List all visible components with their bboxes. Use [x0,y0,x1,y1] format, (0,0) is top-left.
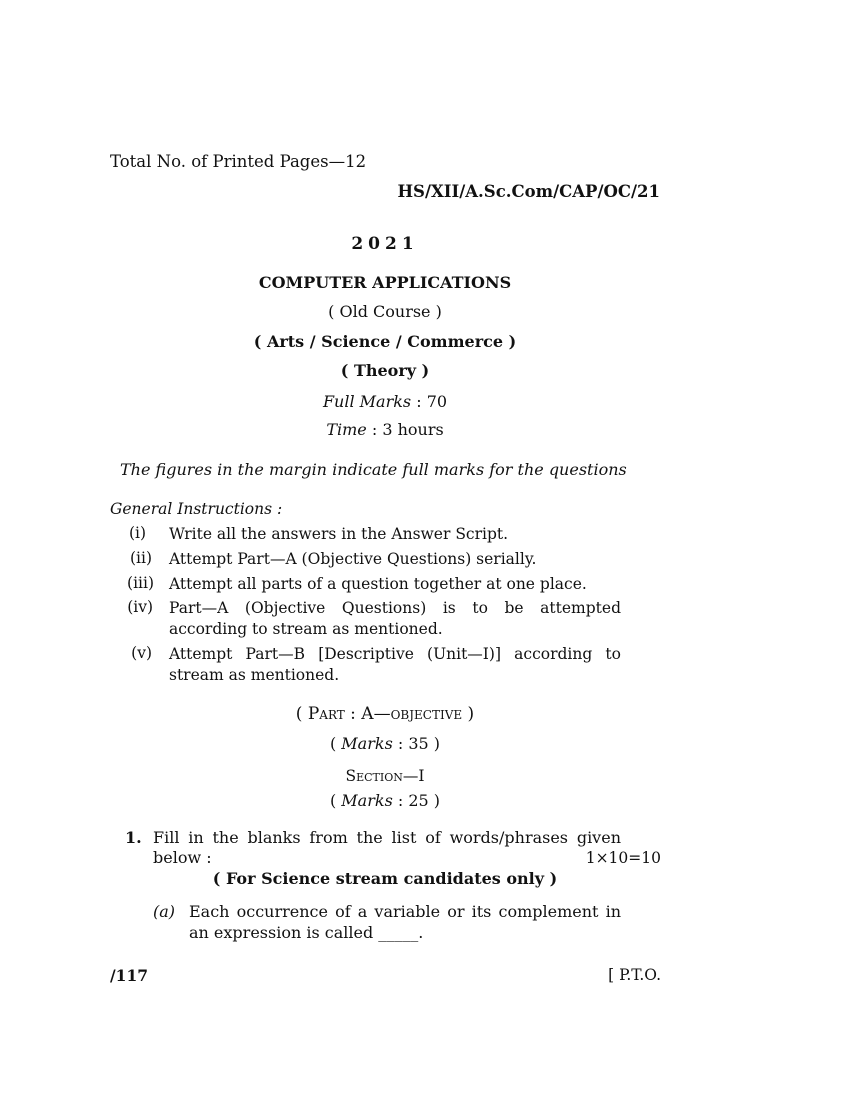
instruction-number: (iii) [127,574,154,592]
question-number: 1. [125,828,142,847]
sub-question-text-cont: an expression is called _____. [189,923,424,942]
section-marks-label: Marks [341,791,393,810]
section-marks-value: : 25 ) [392,791,441,810]
instruction-text: Attempt Part—B [Descriptive (Unit—I)] according to stream as mentioned. [169,645,621,684]
full-marks-value: : 70 [411,392,448,411]
time-value: : 3 hours [366,420,444,439]
instruction-text: Part—A (Objective Questions) is to be attempted according to stream as mentioned. [169,599,621,638]
total-pages: Total No. of Printed Pages—12 [110,152,367,171]
theory-label: ( Theory ) [340,361,430,380]
instruction-text: Write all the answers in the Answer Script. [169,525,509,543]
instruction-number: (iv) [127,598,153,616]
section-marks-open: ( [329,791,342,810]
instructions-heading: General Instructions : [110,500,283,518]
instruction-text: Attempt Part—A (Objective Questions) serially. [169,550,537,568]
question-marks: 1×10=10 [585,849,661,867]
part-a-marks-label: Marks [341,734,393,753]
footer-code: /117 [110,966,149,985]
instruction-text: Attempt all parts of a question together at one place. [169,575,587,593]
exam-year: 2021 [351,234,419,254]
question-text: Fill in the blanks from the list of words/phrases given [153,828,621,847]
section-marks [110,791,660,810]
paper-code: HS/XII/A.Sc.Com/CAP/OC/21 [397,182,660,201]
instruction-number: (v) [131,644,152,662]
instruction-number: (i) [128,524,146,542]
stream-note: ( For Science stream candidates only ) [212,869,558,888]
sub-question-label: (a) [153,902,176,921]
sub-question-text: Each occurrence of a variable or its complement in [189,902,621,921]
time-allowed [110,420,660,439]
part-a-marks [110,734,660,753]
instruction-number: (ii) [129,549,152,567]
course-label: ( Old Course ) [328,302,442,321]
footer-pto: [ P.T.O. [608,966,661,984]
margin-note: The figures in the margin indicate full marks for the questions [120,460,627,479]
streams-label: ( Arts / Science / Commerce ) [253,332,517,351]
time-label: Time [326,420,367,439]
section-heading: Section—I [345,767,425,785]
part-a-heading: ( Part : A—objective ) [295,704,475,724]
part-a-marks-open: ( [329,734,342,753]
full-marks [110,392,660,411]
part-a-marks-value: : 35 ) [392,734,441,753]
question-text-cont: below : [153,848,212,867]
full-marks-label: Full Marks [322,392,412,411]
subject-title: COMPUTER APPLICATIONS [258,273,512,292]
